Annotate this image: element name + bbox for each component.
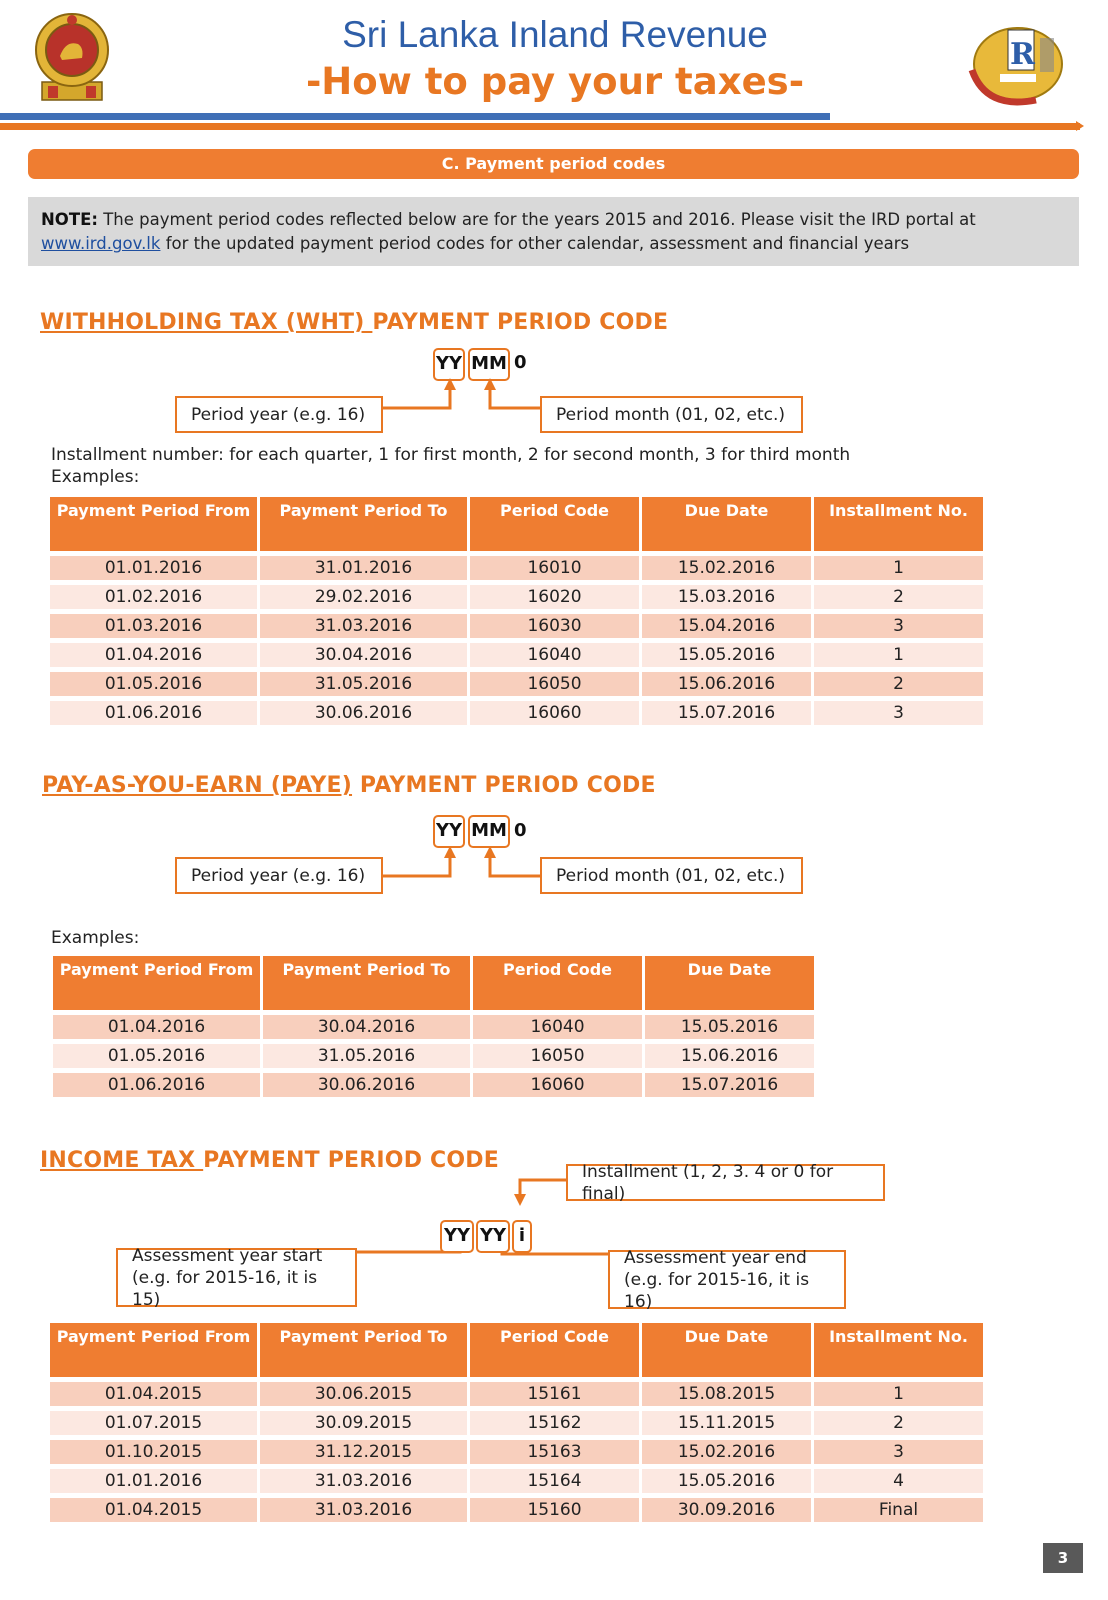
cell-due: 15.02.2016: [642, 556, 811, 580]
cell-to: 31.05.2016: [263, 1044, 470, 1068]
income-header-to: Payment Period To: [260, 1323, 467, 1377]
wht-examples-label: Examples:: [51, 467, 140, 487]
cell-code: 16040: [470, 643, 639, 667]
wht-header-code: Period Code: [470, 497, 639, 551]
cell-from: 01.03.2016: [50, 614, 257, 638]
paye-header-due: Due Date: [645, 956, 814, 1010]
wht-code-installment: 0: [514, 352, 527, 373]
paye-callout-year: Period year (e.g. 16): [175, 857, 383, 894]
paye-code-year: YY: [433, 815, 465, 848]
section-title-bar: C. Payment period codes: [28, 149, 1079, 179]
income-callout-end-line2: (e.g. for 2015-16, it is 16): [624, 1269, 810, 1312]
cell-due: 15.06.2016: [642, 672, 811, 696]
wht-heading-rest: PAYMENT PERIOD CODE: [372, 310, 669, 335]
table-row: [53, 1044, 814, 1068]
page-title: Sri Lanka Inland Revenue: [342, 14, 768, 55]
wht-callout-month: Period month (01, 02, etc.): [540, 396, 803, 433]
wht-code-month: MM: [468, 348, 510, 381]
table-row: [50, 585, 983, 609]
cell-to: 29.02.2016: [260, 585, 467, 609]
paye-header-code: Period Code: [473, 956, 642, 1010]
wht-header-installment: Installment No.: [814, 497, 983, 551]
cell-due: 15.06.2016: [645, 1044, 814, 1068]
cell-to: 31.03.2016: [260, 1469, 467, 1493]
table-row: [50, 1382, 983, 1406]
cell-code: 15162: [470, 1411, 639, 1435]
paye-header-to: Payment Period To: [263, 956, 470, 1010]
page-number: 3: [1043, 1543, 1083, 1573]
cell-installment: 3: [814, 1440, 983, 1464]
income-code-start-year: YY: [440, 1220, 474, 1253]
cell-code: 16010: [470, 556, 639, 580]
cell-code: 15163: [470, 1440, 639, 1464]
paye-heading: [42, 773, 656, 798]
paye-header-from: Payment Period From: [53, 956, 260, 1010]
cell-due: 15.05.2016: [642, 643, 811, 667]
cell-due: 15.05.2016: [642, 1469, 811, 1493]
cell-code: 16060: [473, 1073, 642, 1097]
cell-code: 15161: [470, 1382, 639, 1406]
cell-from: 01.04.2016: [50, 643, 257, 667]
wht-header-due: Due Date: [642, 497, 811, 551]
income-callout-installment: Installment (1, 2, 3. 4 or 0 for final): [566, 1164, 885, 1201]
cell-to: 31.03.2016: [260, 1498, 467, 1522]
income-code-installment: i: [512, 1220, 532, 1253]
cell-from: 01.07.2015: [50, 1411, 257, 1435]
income-header-from: Payment Period From: [50, 1323, 257, 1377]
paye-callout-month: Period month (01, 02, etc.): [540, 857, 803, 894]
table-row: [53, 1073, 814, 1097]
paye-examples-label: Examples:: [51, 928, 140, 948]
table-row: [50, 614, 983, 638]
table-row: [50, 672, 983, 696]
paye-heading-rest: PAYMENT PERIOD CODE: [352, 773, 656, 798]
cell-to: 31.05.2016: [260, 672, 467, 696]
cell-from: 01.01.2016: [50, 1469, 257, 1493]
cell-to: 31.12.2015: [260, 1440, 467, 1464]
cell-from: 01.06.2016: [50, 701, 257, 725]
cell-installment: 4: [814, 1469, 983, 1493]
cell-due: 15.11.2015: [642, 1411, 811, 1435]
note-text: The payment period codes reflected below are for the years 2015 and 2016. Please visit the IRD portal at: [103, 210, 976, 229]
wht-heading-underlined: WITHHOLDING TAX (WHT): [40, 310, 373, 335]
wht-installment-note: Installment number: for each quarter, 1 for first month, 2 for second month, 3 for third month: [51, 445, 851, 465]
note-label: NOTE:: [41, 210, 98, 229]
table-row: [50, 701, 983, 725]
wht-code-year: YY: [433, 348, 465, 381]
cell-installment: 1: [814, 556, 983, 580]
wht-table: [47, 492, 986, 730]
cell-due: 15.03.2016: [642, 585, 811, 609]
cell-from: 01.04.2015: [50, 1382, 257, 1406]
income-callout-start-line2: (e.g. for 2015-16, it is 15): [132, 1267, 318, 1310]
paye-heading-underlined: PAY-AS-YOU-EARN (PAYE): [42, 773, 353, 798]
cell-code: 16040: [473, 1015, 642, 1039]
cell-installment: 1: [814, 643, 983, 667]
cell-code: 16050: [473, 1044, 642, 1068]
cell-to: 30.06.2016: [260, 701, 467, 725]
cell-due: 15.04.2016: [642, 614, 811, 638]
table-row: [53, 1015, 814, 1039]
table-row: [50, 1411, 983, 1435]
table-row: [50, 1469, 983, 1493]
income-callout-start: [116, 1245, 357, 1310]
income-callout-start-line1: Assessment year start: [132, 1245, 323, 1266]
income-code-end-year: YY: [476, 1220, 510, 1253]
paye-table: [50, 951, 817, 1102]
table-row: [50, 1440, 983, 1464]
note-text-2: for the updated payment period codes for other calendar, assessment and financial years: [165, 234, 910, 253]
cell-due: 15.08.2015: [642, 1382, 811, 1406]
cell-due: 15.05.2016: [645, 1015, 814, 1039]
cell-from: 01.04.2016: [53, 1015, 260, 1039]
cell-from: 01.10.2015: [50, 1440, 257, 1464]
cell-code: 16050: [470, 672, 639, 696]
cell-code: 16020: [470, 585, 639, 609]
cell-installment: Final: [814, 1498, 983, 1522]
cell-due: 30.09.2016: [642, 1498, 811, 1522]
paye-code-installment: 0: [514, 820, 527, 841]
table-row: [50, 643, 983, 667]
cell-code: 15160: [470, 1498, 639, 1522]
cell-from: 01.06.2016: [53, 1073, 260, 1097]
income-header-installment: Installment No.: [814, 1323, 983, 1377]
cell-from: 01.05.2016: [53, 1044, 260, 1068]
table-row: [50, 1498, 983, 1522]
page-subtitle: -How to pay your taxes-: [305, 60, 805, 103]
cell-installment: 1: [814, 1382, 983, 1406]
cell-from: 01.04.2015: [50, 1498, 257, 1522]
cell-due: 15.07.2016: [645, 1073, 814, 1097]
cell-from: 01.01.2016: [50, 556, 257, 580]
cell-installment: 2: [814, 1411, 983, 1435]
cell-to: 30.06.2015: [260, 1382, 467, 1406]
wht-callout-year: Period year (e.g. 16): [175, 396, 383, 433]
paye-code-month: MM: [468, 815, 510, 848]
cell-from: 01.05.2016: [50, 672, 257, 696]
wht-header-to: Payment Period To: [260, 497, 467, 551]
cell-installment: 3: [814, 701, 983, 725]
cell-due: 15.07.2016: [642, 701, 811, 725]
cell-due: 15.02.2016: [642, 1440, 811, 1464]
cell-installment: 2: [814, 672, 983, 696]
cell-installment: 2: [814, 585, 983, 609]
income-table: [47, 1318, 986, 1527]
income-header-code: Period Code: [470, 1323, 639, 1377]
income-heading-underlined: INCOME TAX: [40, 1148, 204, 1173]
table-row: [50, 556, 983, 580]
cell-code: 15164: [470, 1469, 639, 1493]
income-header-due: Due Date: [642, 1323, 811, 1377]
cell-installment: 3: [814, 614, 983, 638]
ird-portal-link[interactable]: www.ird.gov.lk: [41, 234, 161, 253]
cell-to: 31.03.2016: [260, 614, 467, 638]
cell-to: 30.09.2015: [260, 1411, 467, 1435]
income-heading: [40, 1148, 499, 1173]
cell-code: 16030: [470, 614, 639, 638]
income-heading-rest: PAYMENT PERIOD CODE: [203, 1148, 499, 1173]
cell-to: 30.06.2016: [263, 1073, 470, 1097]
svg-text:R: R: [1010, 37, 1035, 72]
income-callout-end-line1: Assessment year end: [624, 1247, 807, 1268]
wht-header-from: Payment Period From: [50, 497, 257, 551]
cell-to: 31.01.2016: [260, 556, 467, 580]
cell-to: 30.04.2016: [260, 643, 467, 667]
cell-code: 16060: [470, 701, 639, 725]
income-callout-end: [608, 1247, 846, 1312]
cell-from: 01.02.2016: [50, 585, 257, 609]
cell-to: 30.04.2016: [263, 1015, 470, 1039]
